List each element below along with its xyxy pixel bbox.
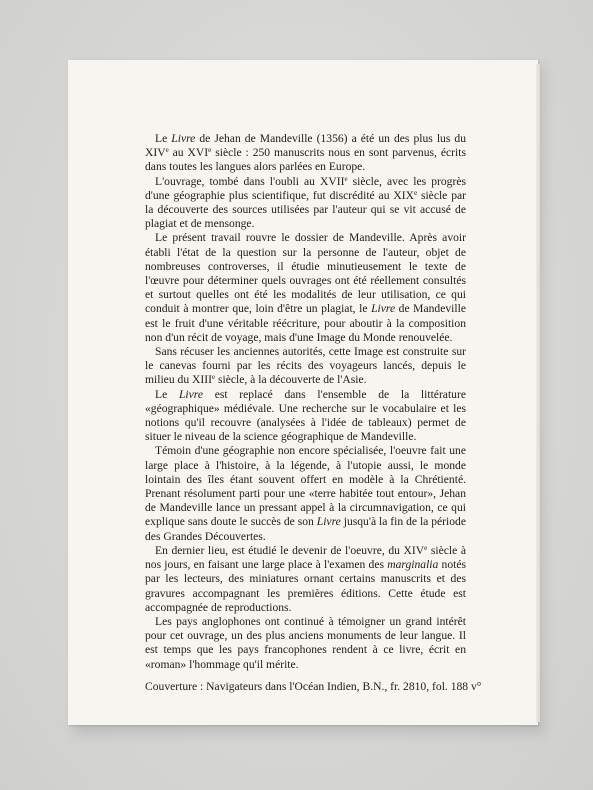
superscript-e: e bbox=[211, 373, 216, 382]
superscript-e: e bbox=[165, 146, 169, 155]
blurb-text bbox=[145, 132, 482, 694]
page-edge bbox=[536, 64, 540, 722]
text-run: siècle à nos jours, en faisant une large place à l'examen des bbox=[145, 543, 466, 572]
text-run: En dernier lieu, est étudié le devenir de l'oeuvre, du XIV bbox=[155, 543, 425, 557]
paragraph-8 bbox=[145, 615, 466, 672]
text-run: Le présent travail rouvre le dossier de Mandeville. Après avoir établi l'état de la question sur la personne de l'auteur, objet de nombreuses controverses, il étudie minutieusement le texte de l'œuvre pour déterminer quels ouvrages ont été réellement consultés et surtout quelles ont été les modalités de leur utilisation, ce qui conduit à montrer que, loin d'être un plagiat, le bbox=[145, 231, 466, 316]
cover-credit: Couverture : Navigateurs dans l'Océan Indien, B.N., fr. 2810, fol. 188 v° bbox=[145, 679, 482, 693]
italic-term: Livre bbox=[316, 515, 341, 529]
paragraph-5 bbox=[145, 388, 466, 445]
text-run: Sans récuser les anciennes autorités, cette Image est construite sur le canevas fourni par les récits des voyageurs lancés, depuis le milieu du XIII bbox=[145, 345, 466, 387]
superscript-e: e bbox=[413, 188, 418, 197]
book-back-cover bbox=[68, 60, 538, 725]
text-run: est replacé dans l'ensemble de la littérature «géographique» médiévale. Une recherche sur le vocabulaire et les notions qu'il recouvre (analysées à l'idée de tableaux) permet de situer le niveau de la science géographique de Mandeville. bbox=[145, 387, 466, 444]
text-run: Le bbox=[155, 132, 172, 145]
text-run: de Mandeville est le fruit d'une véritable réécriture, pour aboutir à la composition non d'un récit de voyage, mais d'une Image du Monde renouvelée. bbox=[145, 302, 466, 344]
text-run: Les pays anglophones ont continué à témoigner un grand intérêt pour cet ouvrage, un des plus anciens monuments de leur langue. Il est temps que les pays francophones rendent à ce livre, écrit en «roman» l'hommage qu'il mérite. bbox=[145, 614, 466, 671]
superscript-e: e bbox=[344, 174, 348, 183]
text-run: siècle, avec les progrès d'une géographie plus scientifique, fut discrédité au XIX bbox=[145, 174, 466, 202]
text-run: de Jehan de Mandeville (1356) a été un des plus lus du XIV bbox=[145, 132, 466, 160]
italic-term: Livre bbox=[171, 132, 196, 145]
italic-term: Livre bbox=[371, 302, 396, 316]
superscript-e: e bbox=[424, 543, 428, 552]
text-run: Le bbox=[155, 387, 179, 401]
text-run: au XVI bbox=[168, 146, 209, 160]
text-run: siècle : 250 manuscrits nous en sont parvenus, écrits dans toutes les langues alors parlées en Europe. bbox=[145, 146, 466, 174]
italic-term: Livre bbox=[178, 387, 203, 401]
paragraph-7 bbox=[145, 544, 466, 615]
text-run: siècle par la découverte des sources utilisées par l'auteur qui se vit accusé de plagiat et de mensonge. bbox=[145, 188, 466, 231]
paragraph-4 bbox=[145, 345, 466, 388]
text-run: notés par les lecteurs, des miniatures ornant certains manuscrits et des gravures accompagnant les premières éditions. Cette étude est accompagnée de reproductions. bbox=[145, 558, 467, 614]
paragraph-2 bbox=[145, 175, 466, 232]
paragraph-3 bbox=[145, 231, 466, 345]
text-run: siècle, à la découverte de l'Asie. bbox=[215, 373, 367, 387]
paragraph-6 bbox=[145, 444, 466, 543]
italic-term: marginalia bbox=[387, 558, 439, 572]
text-run: L'ouvrage, tombé dans l'oubli au XVII bbox=[155, 174, 345, 188]
paragraph-1 bbox=[145, 132, 466, 175]
text-run: jusqu'à la fin de la période des Grandes Découvertes. bbox=[145, 515, 467, 543]
superscript-e: e bbox=[208, 146, 212, 155]
text-run: Témoin d'une géographie non encore spécialisée, l'oeuvre fait une large place à l'histoire, à la légende, à l'utopie aussi, le monde lointain des îles étant souvent offert en modèle à la Chrétienté. Prenant résolument parti pour une «terre habitée tout entour», Jehan de Mandeville lance un pressant appel à la circumnavigation, ce qui explique sans doute le succès de son bbox=[145, 444, 466, 529]
